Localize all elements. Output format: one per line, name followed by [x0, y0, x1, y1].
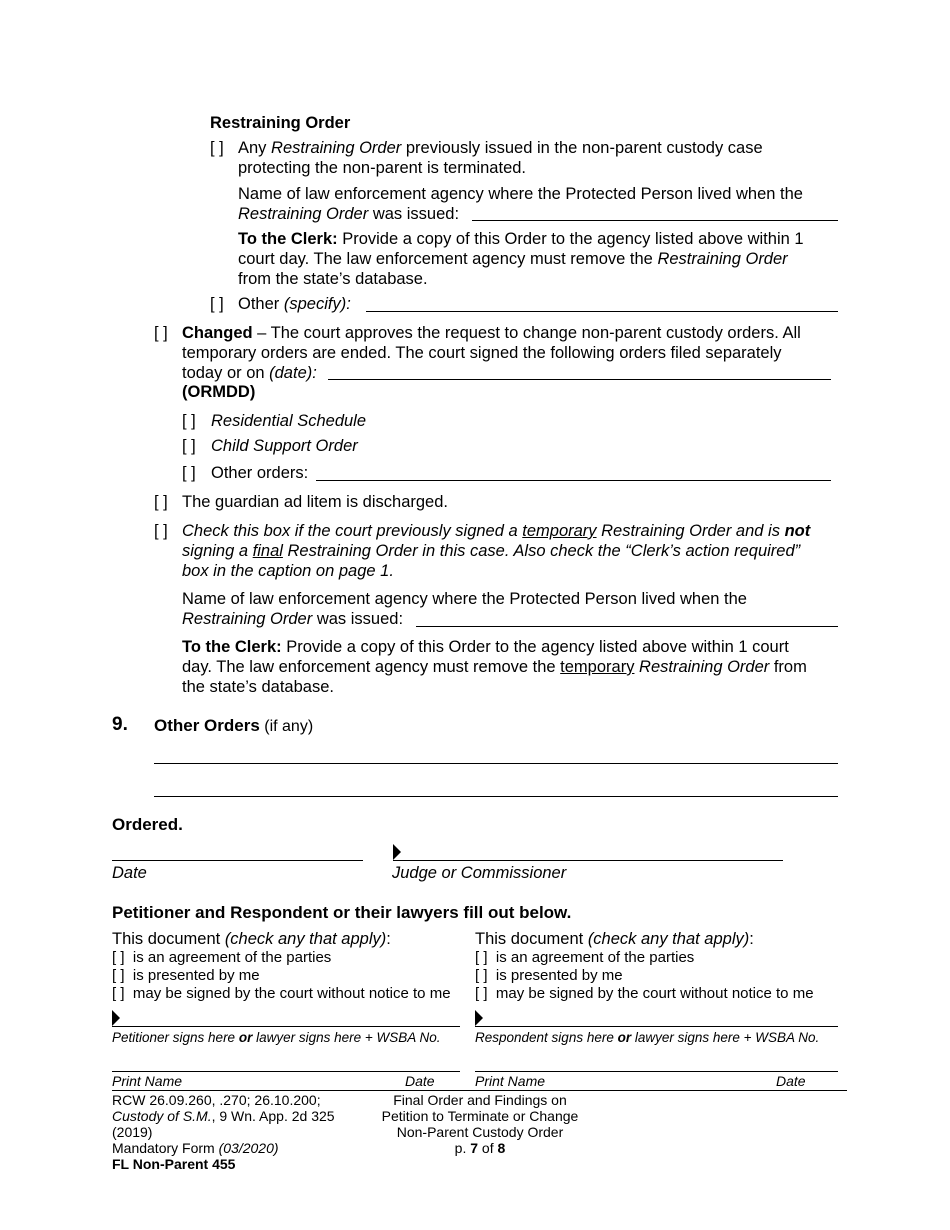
- agency-instruction: Name of law enforcement agency where the Protected Person lived when the: [238, 185, 803, 203]
- terminate-restraining-text: Any Restraining Order previously issued in the non-parent custody case: [238, 139, 763, 157]
- temp-clerk-instruction-3: the state’s database.: [182, 678, 334, 696]
- changed-text-2: temporary orders are ended. The court signed the following orders filed separately: [182, 344, 782, 362]
- temp-clerk-instruction: To the Clerk: Provide a copy of this Order to the agency listed above within 1 court: [182, 638, 789, 656]
- restraining-other-checkbox[interactable]: [ ]: [210, 295, 224, 313]
- order-date-label: Date: [112, 864, 147, 882]
- footer-page-number: p. 7 of 8: [454, 1140, 506, 1156]
- footer-rcw: RCW 26.09.260, .270; 26.10.200;: [112, 1092, 321, 1108]
- agency-name-field[interactable]: [472, 220, 838, 221]
- petitioner-option-agreement[interactable]: [ ] is an agreement of the parties: [112, 949, 332, 966]
- clerk-instruction-2: court day. The law enforcement agency must remove the Restraining Order: [238, 250, 788, 268]
- footer-mandatory-form: Mandatory Form (03/2020): [112, 1140, 279, 1156]
- restraining-other-label: Other (specify):: [238, 295, 351, 313]
- residential-schedule-label: Residential Schedule: [211, 412, 367, 430]
- judge-label: Judge or Commissioner: [392, 864, 567, 882]
- respondent-print-name-label: Print Name: [475, 1073, 546, 1089]
- sign-here-arrow-icon: [393, 844, 401, 860]
- respondent-date-label: Date: [776, 1073, 806, 1089]
- temp-clerk-instruction-2: day. The law enforcement agency must remove the temporary Restraining Order from: [182, 658, 807, 676]
- ordered-heading: Ordered.: [112, 815, 183, 834]
- restraining-other-field[interactable]: [366, 311, 838, 312]
- other-orders-label: Other orders:: [211, 464, 309, 482]
- petitioner-sign-arrow-icon: [112, 1010, 120, 1026]
- other-orders-checkbox[interactable]: [ ]: [182, 464, 196, 482]
- footer-custody-citation: Custody of S.M., 9 Wn. App. 2d 325: [112, 1108, 335, 1124]
- restraining-order-heading: Restraining Order: [210, 114, 351, 132]
- petitioner-option-no-notice[interactable]: [ ] may be signed by the court without notice to me: [112, 985, 451, 1002]
- petitioner-signature-field[interactable]: [112, 1026, 460, 1027]
- petitioner-date-label: Date: [405, 1073, 435, 1089]
- petitioner-print-name-label: Print Name: [112, 1073, 183, 1089]
- respondent-sign-arrow-icon: [475, 1010, 483, 1026]
- changed-text-3: today or on (date):: [182, 364, 317, 382]
- parties-heading: Petitioner and Respondent or their lawyers fill out below.: [112, 903, 572, 922]
- respondent-print-name-field[interactable]: [475, 1071, 838, 1072]
- temp-restraining-text-2: signing a final Restraining Order in this case. Also check the “Clerk’s action required”: [182, 542, 801, 560]
- other-orders-field[interactable]: [316, 480, 831, 481]
- clerk-instruction: To the Clerk: Provide a copy of this Order to the agency listed above within 1: [238, 230, 804, 248]
- changed-date-field[interactable]: [328, 379, 831, 380]
- respondent-document-label: This document (check any that apply):: [475, 930, 754, 948]
- petitioner-print-name-field[interactable]: [112, 1071, 460, 1072]
- footer-title-1: Final Order and Findings on: [393, 1092, 567, 1108]
- gal-checkbox[interactable]: [ ]: [154, 493, 168, 511]
- temp-agency-instruction-2: Restraining Order was issued:: [182, 610, 404, 628]
- temp-restraining-text-3: box in the caption on page 1.: [182, 562, 394, 580]
- clerk-instruction-3: from the state’s database.: [238, 270, 428, 288]
- petitioner-signature-label: Petitioner signs here or lawyer signs here + WSBA No.: [112, 1030, 441, 1045]
- petitioner-document-label: This document (check any that apply):: [112, 930, 391, 948]
- residential-schedule-checkbox[interactable]: [ ]: [182, 412, 196, 430]
- judge-signature-field[interactable]: [393, 860, 783, 861]
- changed-text: Changed – The court approves the request to change non-parent custody orders. All: [182, 324, 801, 342]
- agency-instruction-2: Restraining Order was issued:: [238, 205, 460, 223]
- respondent-option-agreement[interactable]: [ ] is an agreement of the parties: [475, 949, 695, 966]
- gal-text: The guardian ad litem is discharged.: [182, 493, 448, 511]
- respondent-signature-label: Respondent signs here or lawyer signs here + WSBA No.: [475, 1030, 820, 1045]
- terminate-restraining-text-2: protecting the non-parent is terminated.: [238, 159, 527, 177]
- footer-form-id: FL Non-Parent 455: [112, 1156, 236, 1172]
- ormdd-code: (ORMDD): [182, 383, 256, 401]
- order-date-field[interactable]: [112, 860, 363, 861]
- child-support-label: Child Support Order: [211, 437, 358, 455]
- temp-agency-instruction: Name of law enforcement agency where the Protected Person lived when the: [182, 590, 747, 608]
- section-9-number: 9.: [112, 714, 128, 735]
- temp-restraining-text: Check this box if the court previously signed a temporary Restraining Order and is not: [182, 522, 811, 540]
- temp-restraining-checkbox[interactable]: [ ]: [154, 522, 168, 540]
- footer-title-3: Non-Parent Custody Order: [396, 1124, 564, 1140]
- other-orders-line-2[interactable]: [154, 796, 838, 797]
- footer-year: (2019): [112, 1124, 153, 1140]
- other-orders-line-1[interactable]: [154, 763, 838, 764]
- respondent-signature-field[interactable]: [475, 1026, 838, 1027]
- petitioner-option-presented[interactable]: [ ] is presented by me: [112, 967, 260, 984]
- child-support-checkbox[interactable]: [ ]: [182, 437, 196, 455]
- terminate-restraining-checkbox[interactable]: [ ]: [210, 139, 224, 157]
- changed-checkbox[interactable]: [ ]: [154, 324, 168, 342]
- footer-divider: [112, 1090, 847, 1091]
- temp-agency-name-field[interactable]: [416, 626, 838, 627]
- respondent-option-no-notice[interactable]: [ ] may be signed by the court without notice to me: [475, 985, 814, 1002]
- footer-title-2: Petition to Terminate or Change: [381, 1108, 579, 1124]
- respondent-option-presented[interactable]: [ ] is presented by me: [475, 967, 623, 984]
- section-9-title: Other Orders (if any): [154, 716, 314, 735]
